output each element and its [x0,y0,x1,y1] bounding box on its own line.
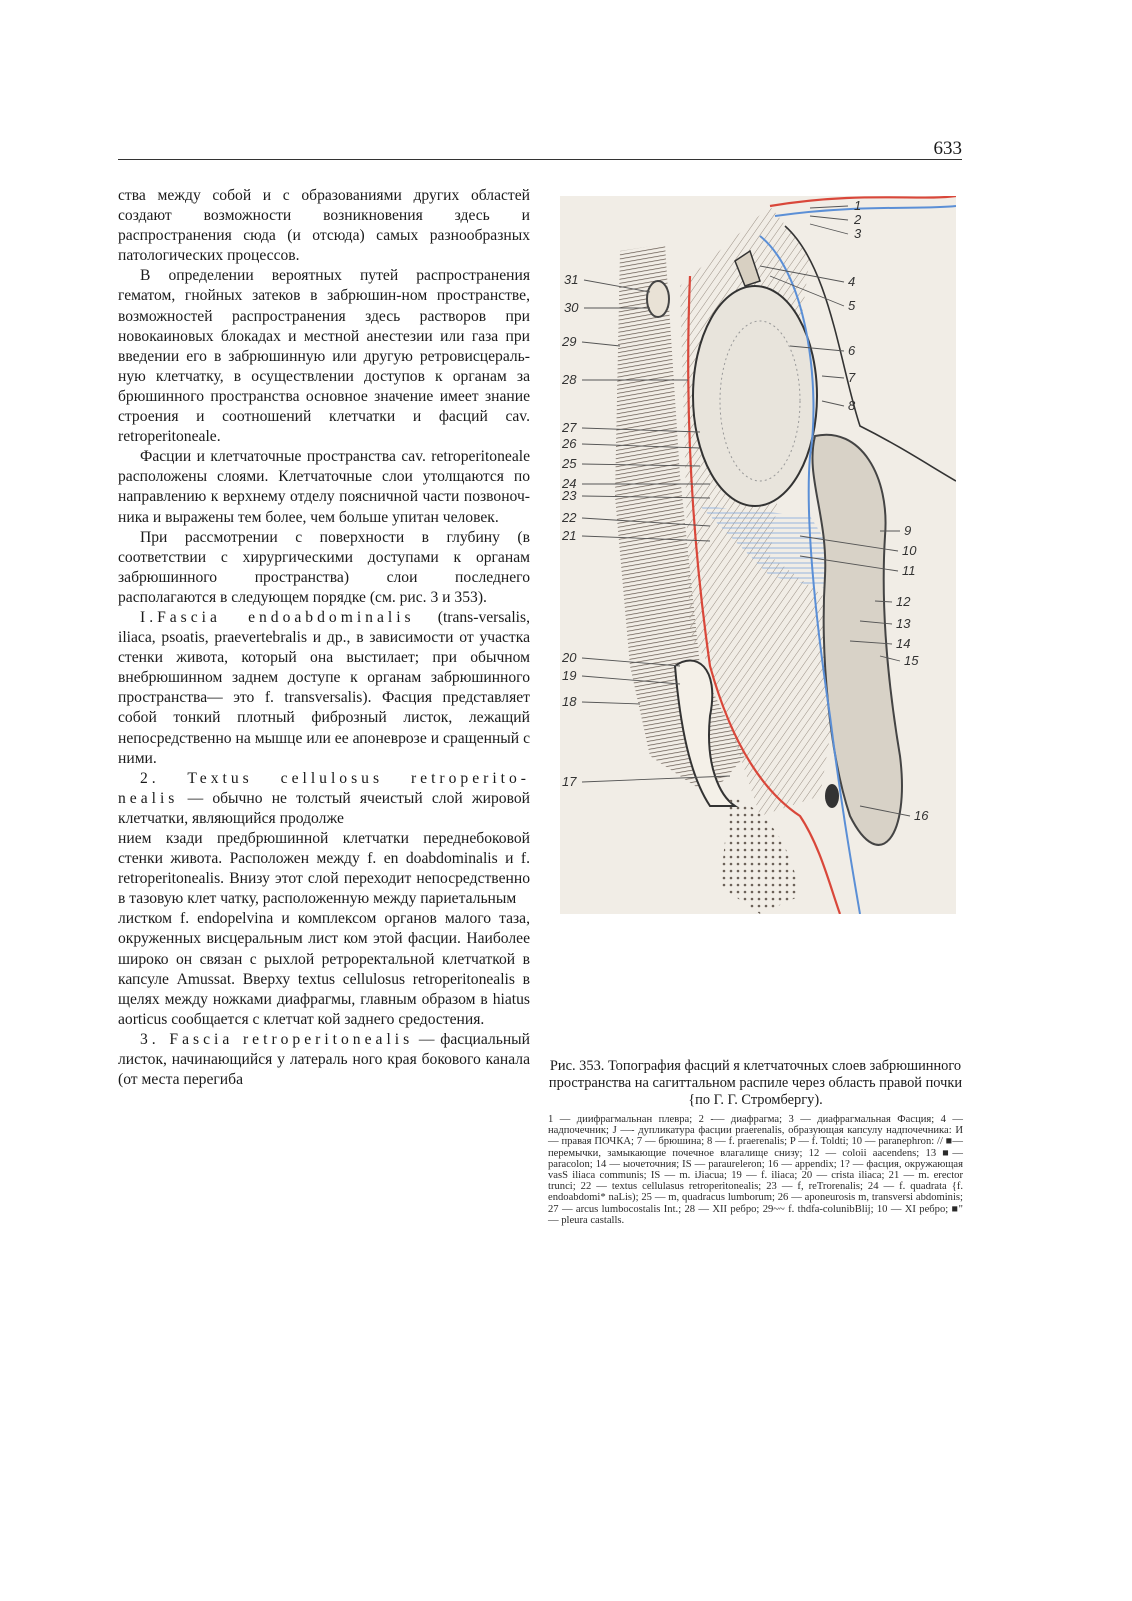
figure-label: 9 [904,523,912,538]
page-number: 633 [933,138,962,159]
figure-label: 18 [562,694,577,709]
figure-label: 28 [562,372,577,387]
figure-label: 2 [854,212,862,227]
paragraph: ства между собой и с образованиями других областей создают возможности возникновения здесь и распространения сюда (и отсюда) самых разнообразных патологических процессов. [118,187,530,265]
anatomy-figure [560,196,956,914]
figure-label: 30 [564,300,579,315]
figure-label: 5 [848,298,856,313]
paragraph-text: (trans-versalis, iliaca, psoatis, praevertebralis и др., в зависимости от участка стенки живота, который она выстилает; при обычном внебрюшинном заднем доступе к органам забрюшинного пространства— это f. transversalis). Фасция представляет собой тонкий плотный фиброзный листок, лежащий непосредственно на мышце или ее апоневрозе и сращенный с ними. [118,608,530,767]
figure-label: 17 [562,774,577,789]
figure-label: 7 [848,370,856,385]
paragraph [118,1030,530,1090]
figure-label: 27 [562,420,577,435]
paragraph-text: — обычно не толстый ячеистый слой жировой клетчатки, являющийся продолже [118,789,531,827]
figure-label: 19 [562,668,577,683]
figure-label: 20 [562,650,577,665]
paragraph [118,769,530,829]
figure-label: 22 [562,510,577,525]
figure-label: 15 [904,653,919,668]
paragraph [118,608,530,769]
figure-label: 11 [902,563,916,578]
header-rule [118,159,962,160]
figure-label: 3 [854,226,862,241]
paragraph-text: — фасциальный листок, начинающийся у латераль ного края бокового канала (от места перегиба [118,1030,531,1089]
figure-label: 25 [562,456,577,471]
figure-label: 1 [854,198,862,213]
term-heading: I.Fascia endoabdominalis [140,608,415,626]
body-text-column [118,186,530,1090]
figure-label: 29 [562,334,577,349]
figure-label: 26 [562,436,577,451]
figure-label: 12 [896,594,911,609]
paragraph: листком f. endopelvina и комплексом органов малого таза, окруженных висцеральным лист ком этой фасции. Наиболее широко он связан с рыхлой ретроректальной клетчаткой в капсуле Amussat. Вверху textus cellulosus retroperitonealis в щелях между ножками диафрагмы, главным образом в hiatus aorticus сообщается с клетчат кой заднего средостения. [118,910,530,1028]
figure-label: 24 [562,476,577,491]
paragraph: нием кзади предбрюшинной клетчатки переднебоковой стенки живота. Расположен между f. en doabdominalis и f. retroperitonealis. Внизу этот слой переходит непосредственно в тазовую клет чатку, расположенную между париетальным [118,830,530,908]
paragraph: При рассмотрении с поверхности в глубину (в соответствии с хирургическими доступами к органам забрюшинного пространства) слои последнего располагаются в следующем порядке (см. рис. 3 и 353). [118,528,530,606]
paragraph: Фасции и клетчаточные пространства cav. retroperitoneale расположены слоями. Клетчаточные слои утолщаются по направлению к верхнему отделу поясничной части позвоночника и выражены тем более, чем больше упитан человек. [118,448,530,526]
rib-section [647,281,669,317]
figure-label: 13 [896,616,911,631]
anatomy-illustration [560,196,956,914]
figure-legend: 1 — диифрагмальнан плевра; 2 -— диафрагма; 3 — диафрагмальная Фасция; 4 — надпочечник; J —- дупликатура фасции praerenalis, образующая капсулу надпочечника: И — правая ПОЧКА; 7 — брюшина; 8 — f. praerenalis; P — f. Toldti; 10 — paranephron: // ■— перемычки, замыкающие почечное влагалище снизу; 12 — coloii aacendens; 13 ■— paracolon; 14 — ыочеточния; IS — paraureleron; 16 — appendix; 1? — фасция, окружающая vasS iliaca communis; IS — m. iJiacua; 19 — f. iliaca; 20 — crista iliaca; 21 — m. erector trunci; 22 — textus cellulasus retroperitonealis; 23 — f, reTrorenalis; 24 — f. quadrata {f. endoabdomi* naLis); 25 — m, quadracus lumborum; 26 — aponeurosis m, transversi abdominis; 27 — arcus lumbocostalis Int.; 28 — XII ребро; 29~~ f. thdfa-colunibBlij; 10 — XI ребро; ■" — pleura castalls. [548,1114,963,1226]
paragraph: В определении вероятных путей распространения гематом, гнойных затеков в забрюшин-ном пространстве, возможностей распространения здесь растворов при новокаиновых блокадах и местной анестезии или газа при введении его в забрюшинную или другую ретровисцераль-ную клетчатку, в осуществлении доступов к органам за брюшинного пространства основное значение имеет знание строения и соотношений клетчатки и фасций cav. retroperitoneale. [118,267,530,446]
figure-label: 21 [562,528,577,543]
figure-label: 6 [848,343,856,358]
figure-label: 16 [914,808,929,823]
figure-label: 23 [562,488,577,503]
figure-label: 14 [896,636,911,651]
term-heading: 3. Fascia retroperitonealis [140,1030,414,1048]
figure-label: 10 [902,543,917,558]
kidney [693,286,817,506]
term-heading: 2. Textus cellulosus retroperito-nealis [118,769,530,807]
figure-label: 8 [848,398,856,413]
iliac-vessels [825,784,839,808]
figure-label: 4 [848,274,856,289]
figure-label: 31 [564,272,579,287]
figure-caption: Рис. 353. Топография фасций я клетчаточных слоев забрюшинного пространства на сагиттальном распиле через область правой почки {по Г. Г. Стромбергу). [548,1058,963,1108]
